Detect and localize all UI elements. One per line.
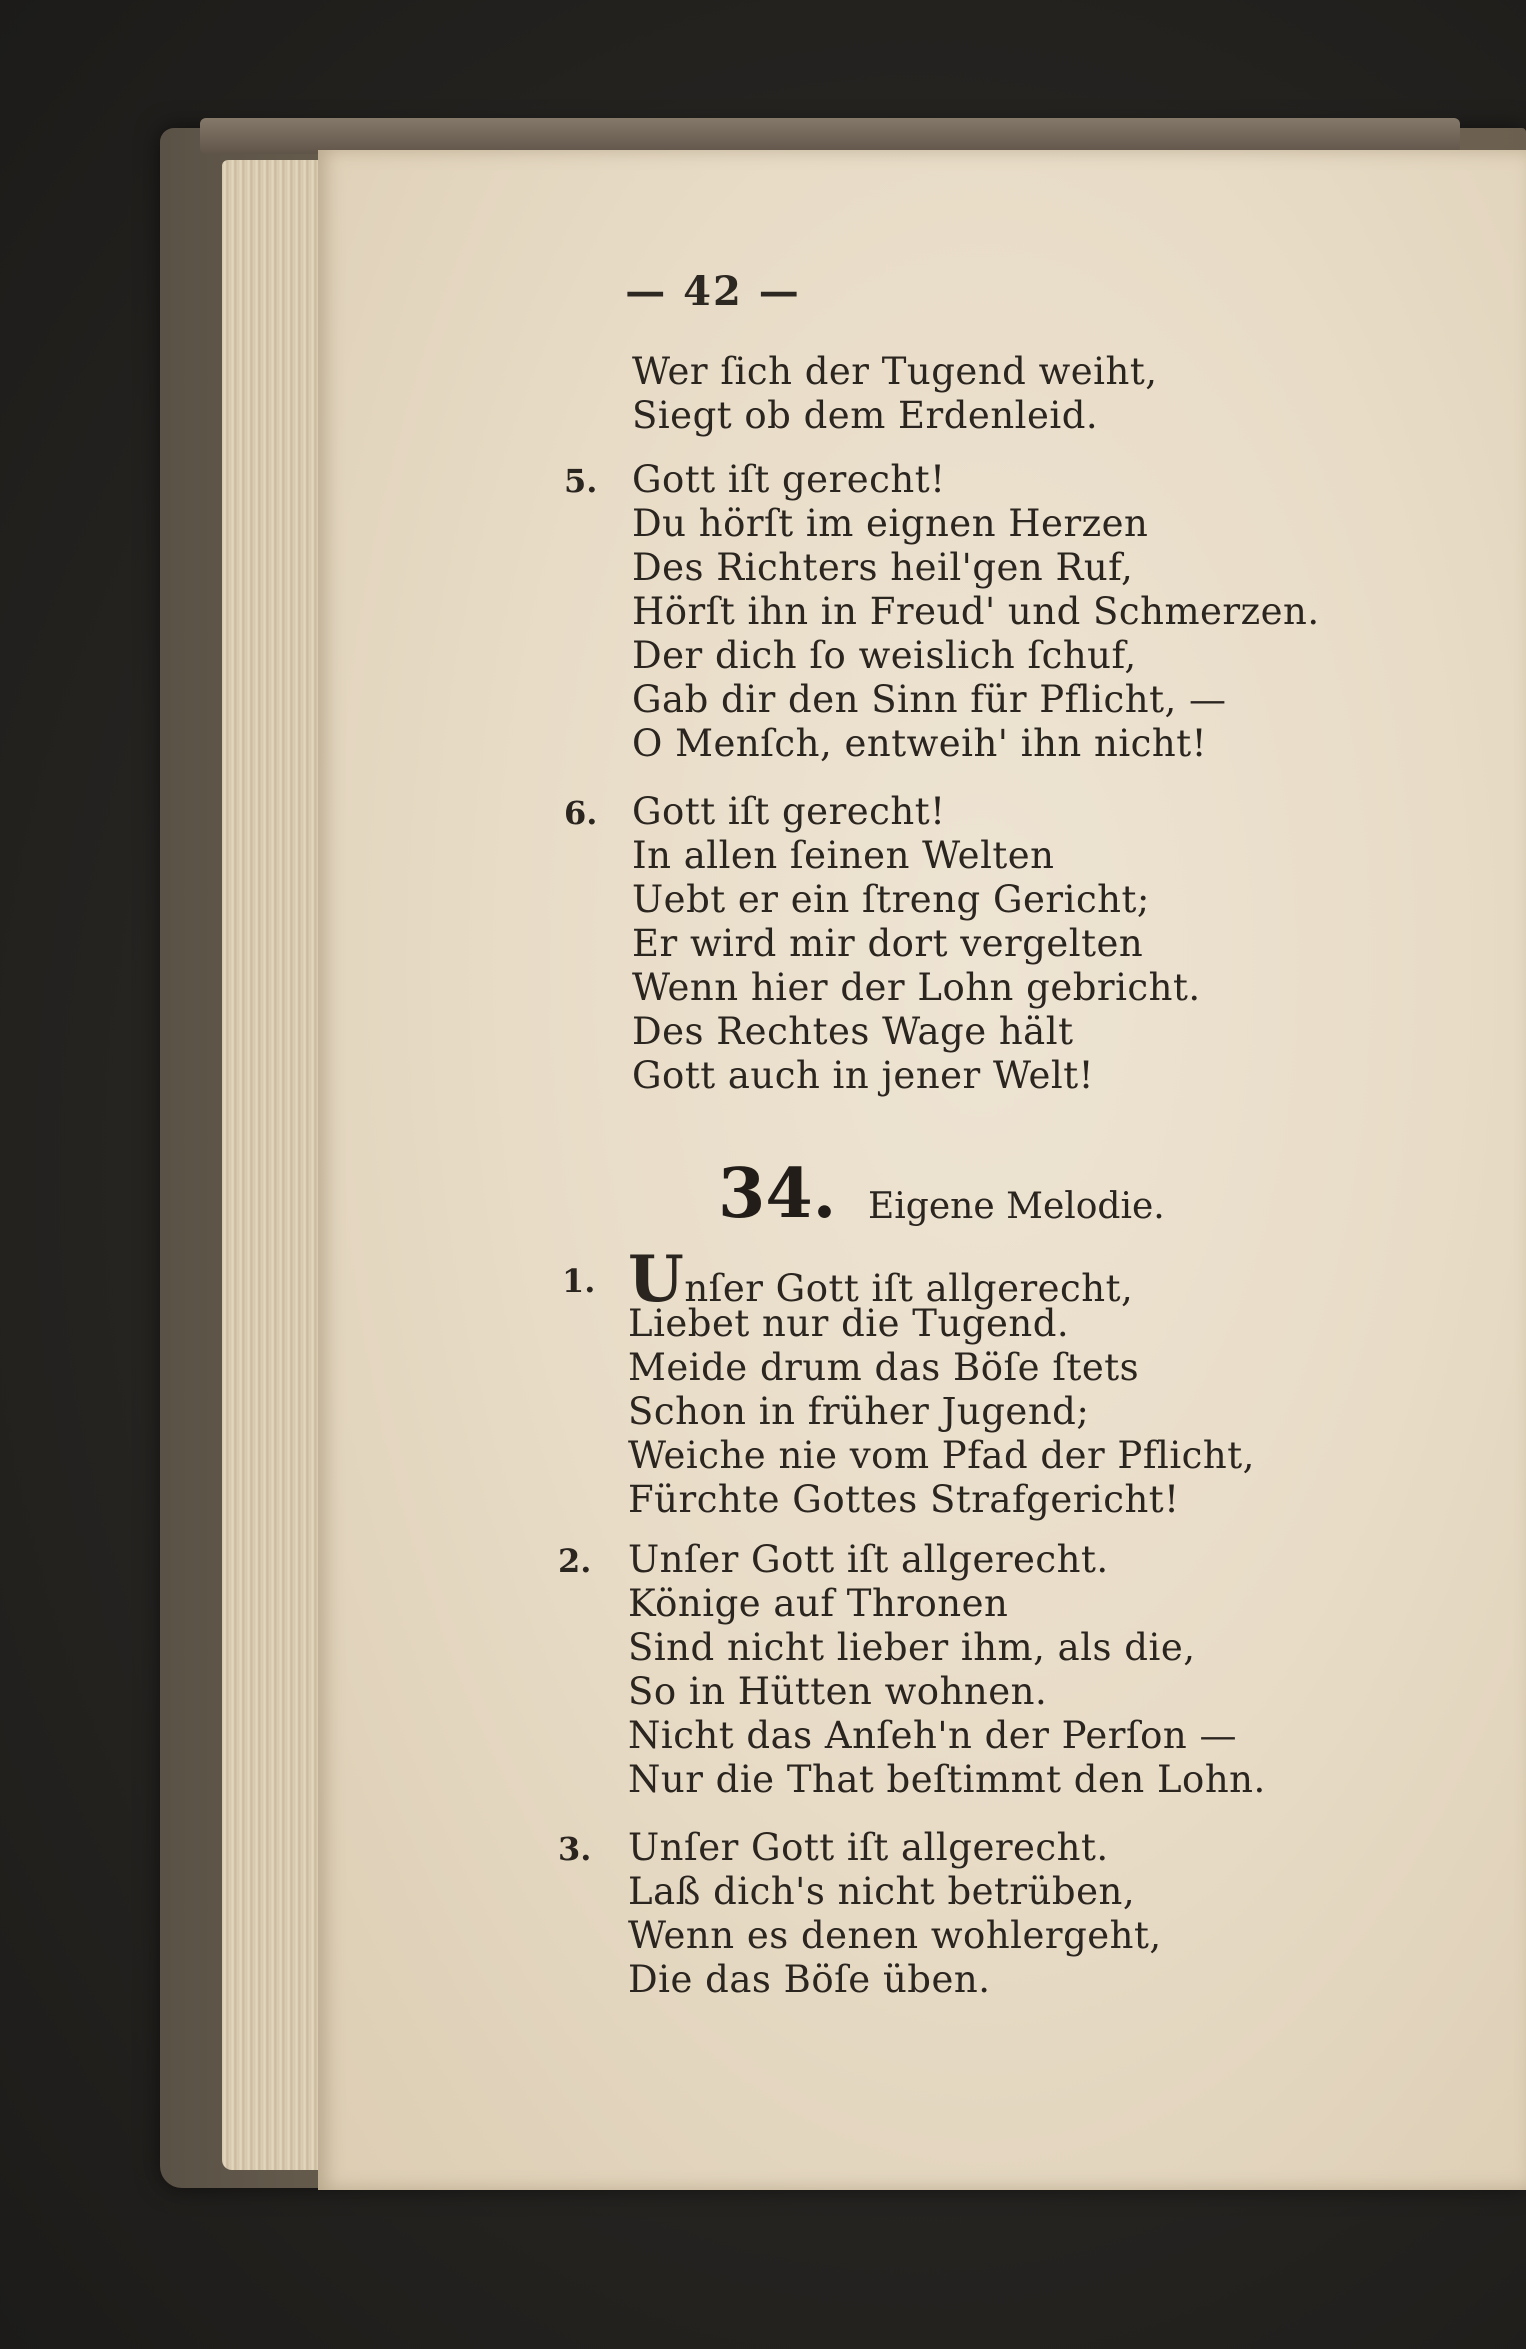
page-number: — 42 — bbox=[625, 268, 801, 315]
verse-line: Wer ſich der Tugend weiht, bbox=[632, 350, 1158, 393]
hymn-number: 34. bbox=[718, 1154, 837, 1234]
verse-line: Liebet nur die Tugend. bbox=[628, 1302, 1070, 1345]
verse-line: In allen ſeinen Welten bbox=[632, 834, 1055, 877]
verse-line: Uebt er ein ſtreng Gericht; bbox=[632, 878, 1150, 921]
verse-line: Wenn es denen wohlergeht, bbox=[628, 1914, 1162, 1957]
verse-line: Gott iſt gerecht! bbox=[632, 790, 946, 833]
verse-line: Gott auch in jener Welt! bbox=[632, 1054, 1094, 1097]
verse-5 bbox=[632, 458, 1320, 766]
verse-line: Siegt ob dem Erdenleid. bbox=[632, 394, 1099, 437]
verse-line: Des Richters heil'gen Ruf, bbox=[632, 546, 1134, 589]
verse-number-3: 3. bbox=[558, 1830, 592, 1868]
verse-line: Fürchte Gottes Strafgericht! bbox=[628, 1478, 1180, 1521]
verse-line: Des Rechtes Wage hält bbox=[632, 1010, 1074, 1053]
verse-line: Laß dich's nicht betrüben, bbox=[628, 1870, 1136, 1913]
verse-6 bbox=[632, 790, 1201, 1098]
hymn-verse-1 bbox=[628, 1242, 1255, 1522]
page-number-header bbox=[0, 268, 1526, 315]
verse-line-rest: nſer Gott iſt allgerecht, bbox=[684, 1267, 1134, 1310]
continuation-stanza bbox=[632, 350, 1157, 438]
verse-number-1: 1. bbox=[562, 1262, 596, 1300]
verse-line: Sind nicht lieber ihm, als die, bbox=[628, 1626, 1196, 1669]
book-cover-top-edge bbox=[200, 118, 1460, 154]
verse-line: Du hörſt im eignen Herzen bbox=[632, 502, 1149, 545]
melody-note: Eigene Melodie. bbox=[868, 1186, 1165, 1227]
verse-number-2: 2. bbox=[558, 1542, 592, 1580]
verse-line: Wenn hier der Lohn gebricht. bbox=[632, 966, 1201, 1009]
verse-line: Nur die That beſtimmt den Lohn. bbox=[628, 1758, 1266, 1801]
page-edges bbox=[222, 160, 332, 2170]
verse-line: Gab dir den Sinn für Pflicht, — bbox=[632, 678, 1227, 721]
verse-line: Meide drum das Böſe ſtets bbox=[628, 1346, 1140, 1389]
verse-number-6: 6. bbox=[564, 794, 598, 832]
verse-number-5: 5. bbox=[564, 462, 598, 500]
verse-line: Die das Böſe üben. bbox=[628, 1958, 991, 2001]
verse-line: Weiche nie vom Pfad der Pflicht, bbox=[628, 1434, 1255, 1477]
verse-line: Schon in früher Jugend; bbox=[628, 1390, 1090, 1433]
verse-line: Nicht das Anſeh'n der Perſon — bbox=[628, 1714, 1238, 1757]
hymn-verse-2 bbox=[628, 1538, 1266, 1802]
verse-line: Hörſt ihn in Freud' und Schmerzen. bbox=[632, 590, 1320, 633]
verse-line: So in Hütten wohnen. bbox=[628, 1670, 1048, 1713]
verse-line: Könige auf Thronen bbox=[628, 1582, 1009, 1625]
hymn-verse-3 bbox=[628, 1826, 1162, 2002]
verse-line: Gott iſt gerecht! bbox=[632, 458, 946, 501]
verse-line: Unſer Gott iſt allgerecht. bbox=[628, 1538, 1109, 1581]
verse-line: Unſer Gott iſt allgerecht. bbox=[628, 1826, 1109, 1869]
verse-line: Der dich ſo weislich ſchuf, bbox=[632, 634, 1137, 677]
drop-cap: U bbox=[628, 1242, 685, 1317]
verse-line: Er wird mir dort vergelten bbox=[632, 922, 1144, 965]
verse-line: O Menſch, entweih' ihn nicht! bbox=[632, 722, 1207, 765]
verse-first-line bbox=[628, 1242, 1255, 1317]
